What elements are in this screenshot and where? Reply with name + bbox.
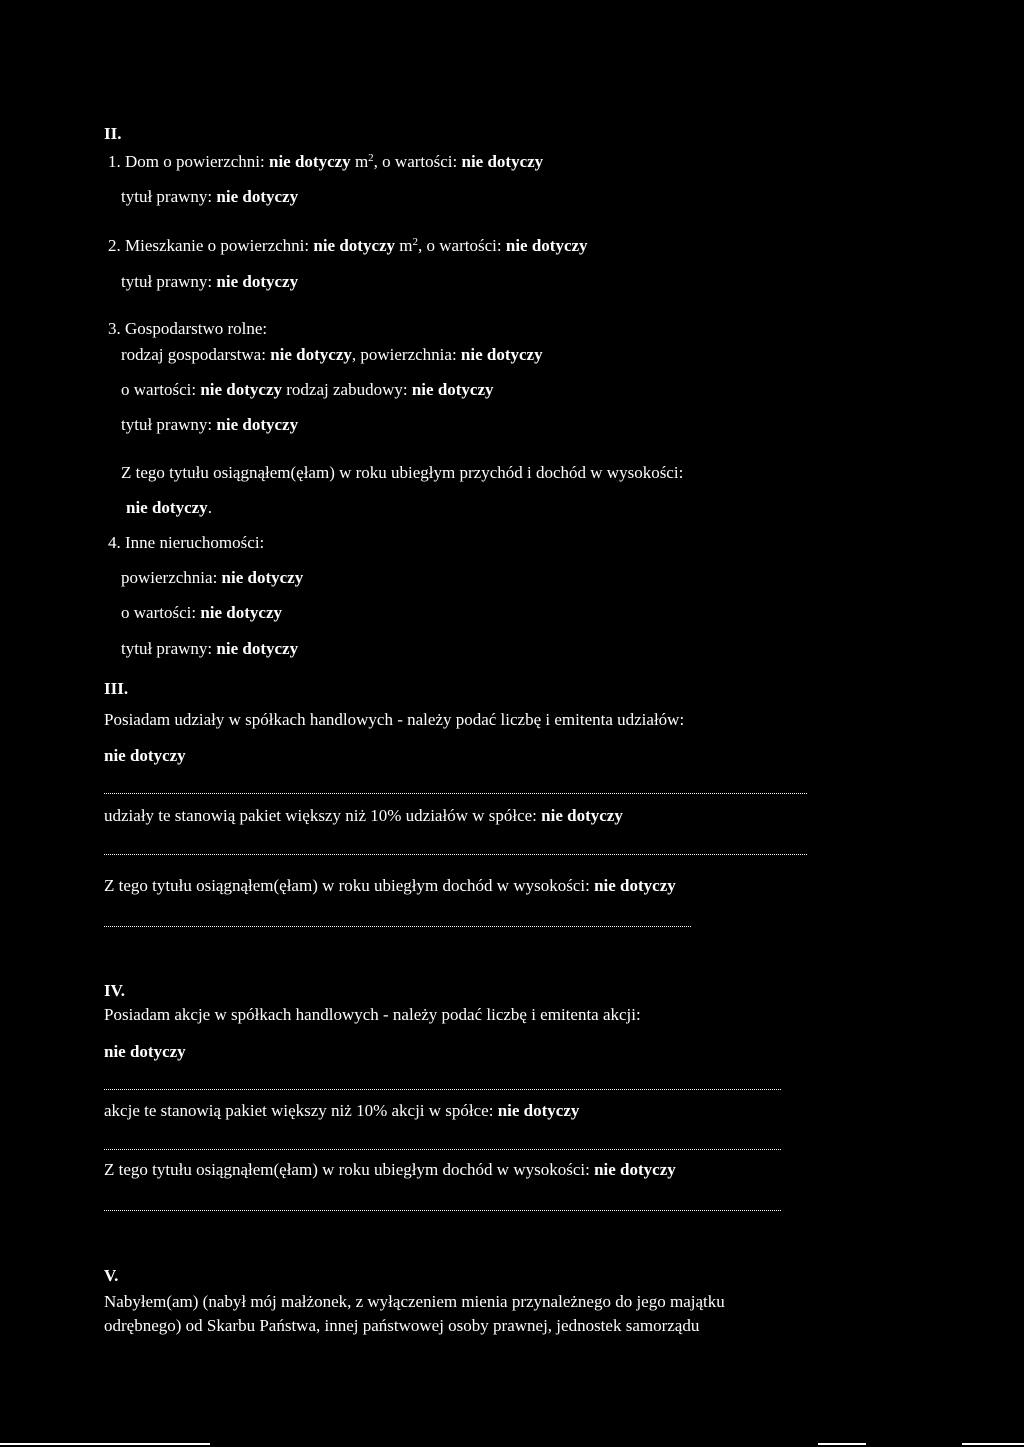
section-heading-iv: IV. [104, 981, 125, 1000]
farm-heading: 3. Gospodarstwo rolne: [108, 319, 268, 338]
dotted-line [104, 1210, 781, 1211]
house-line: 1. Dom o powierzchni: nie dotyczy $m^2$, o wartości: nie dotyczy [108, 152, 544, 171]
dotted-line [104, 926, 691, 927]
dotted-line [104, 793, 807, 794]
house-area-value: nie dotyczy [269, 152, 351, 171]
shares-package-line: udziały te stanowią pakiet większy niż 10% udziałów w spółce: nie dotyczy [104, 806, 623, 825]
acquired-line-1: Nabyłem(am) (nabył mój małżonek, z wyłączeniem mienia przynależnego do jego majątku [104, 1292, 725, 1311]
stock-income-line: Z tego tytułu osiągnąłem(ęłam) w roku ubiegłym dochód w wysokości: nie dotyczy [104, 1160, 676, 1179]
dotted-line [104, 1149, 781, 1150]
stock-value: nie dotyczy [104, 1042, 186, 1061]
farm-income-value: nie dotyczy. [126, 498, 212, 517]
dotted-line [104, 1089, 781, 1090]
house-label: 1. Dom o powierzchni: [108, 152, 269, 171]
stock-package-line: akcje te stanowią pakiet większy niż 10% akcji w spółce: nie dotyczy [104, 1101, 580, 1120]
shares-income-line: Z tego tytułu osiągnąłem(ęłam) w roku ubiegłym dochód w wysokości: nie dotyczy [104, 876, 676, 895]
footer-rule [962, 1443, 1024, 1445]
flat-label: 2. Mieszkanie o powierzchni: [108, 236, 314, 255]
shares-line: Posiadam udziały w spółkach handlowych - należy podać liczbę i emitenta udziałów: [104, 710, 685, 729]
section-heading-ii: II. [104, 124, 122, 143]
flat-title-value: nie dotyczy [216, 272, 299, 291]
flat-title-line: tytuł prawny: nie dotyczy [121, 272, 299, 291]
section-heading-iii: III. [104, 679, 129, 698]
section-heading-v: V. [104, 1266, 119, 1285]
flat-area-value: nie dotyczy [313, 236, 396, 255]
dotted-line [104, 854, 807, 855]
other-area-line: powierzchnia: nie dotyczy [121, 568, 304, 587]
other-value-line: o wartości: nie dotyczy [121, 603, 283, 622]
other-title-line: tytuł prawny: nie dotyczy [121, 639, 299, 658]
footer-rule [0, 1443, 210, 1445]
other-property-heading: 4. Inne nieruchomości: [108, 533, 265, 552]
house-value-value: nie dotyczy [461, 152, 544, 171]
farm-value-line: o wartości: nie dotyczy rodzaj zabudowy: nie dotyczy [121, 380, 494, 399]
flat-value-value: nie dotyczy [505, 236, 588, 255]
shares-value: nie dotyczy [104, 746, 186, 765]
farm-title-line: tytuł prawny: nie dotyczy [121, 415, 299, 434]
acquired-line-2: odrębnego) od Skarbu Państwa, innej państwowej osoby prawnej, jednostek samorządu [104, 1316, 700, 1335]
farm-income-line: Z tego tytułu osiągnąłem(ęłam) w roku ubiegłym przychód i dochód w wysokości: [121, 463, 684, 482]
farm-type-line: rodzaj gospodarstwa: nie dotyczy, powierzchnia: nie dotyczy [121, 345, 543, 364]
footer-rule [818, 1443, 866, 1445]
flat-line: 2. Mieszkanie o powierzchni: nie dotyczy $m^2$, o wartości: nie dotyczy [108, 236, 588, 255]
house-title-line: tytuł prawny: nie dotyczy [121, 187, 299, 206]
house-title-value: nie dotyczy [216, 187, 299, 206]
stock-line: Posiadam akcje w spółkach handlowych - należy podać liczbę i emitenta akcji: [104, 1005, 641, 1024]
